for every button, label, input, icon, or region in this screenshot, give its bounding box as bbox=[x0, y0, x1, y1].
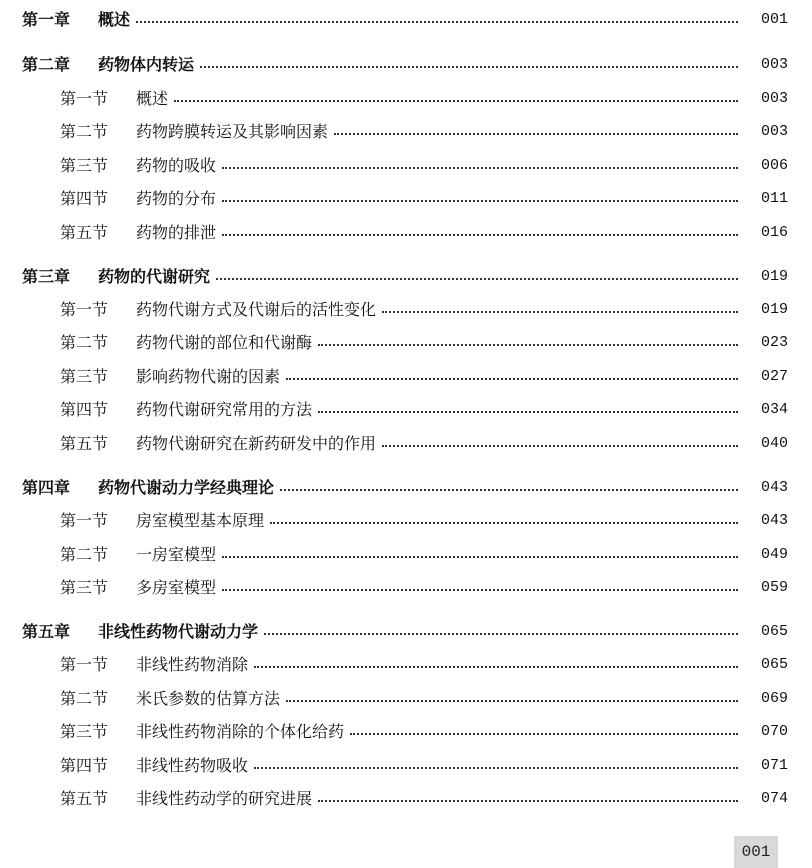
toc-section-row[interactable] bbox=[0, 221, 812, 245]
toc-entry-page: 043 bbox=[760, 512, 788, 529]
dot-leader bbox=[382, 311, 738, 313]
toc-entry-number: 第一节 bbox=[60, 89, 109, 108]
toc-section-row[interactable] bbox=[0, 87, 812, 111]
toc-section-row[interactable] bbox=[0, 365, 812, 389]
toc-entry-number: 第二节 bbox=[60, 545, 109, 564]
toc-chapter-row[interactable] bbox=[0, 53, 812, 77]
dot-leader bbox=[318, 344, 738, 346]
toc-entry-number: 第二章 bbox=[22, 55, 71, 74]
toc-entry-title: 非线性药物消除 bbox=[136, 655, 249, 674]
dot-leader bbox=[216, 278, 738, 280]
toc-entry-page: 003 bbox=[760, 56, 788, 73]
toc-entry-page: 016 bbox=[760, 224, 788, 241]
toc-entry-number: 第一节 bbox=[60, 655, 109, 674]
dot-leader bbox=[280, 489, 738, 491]
dot-leader bbox=[318, 411, 738, 413]
toc-entry-page: 027 bbox=[760, 368, 788, 385]
toc-entry-title: 非线性药物代谢动力学 bbox=[98, 622, 259, 641]
toc-entry-page: 065 bbox=[760, 656, 788, 673]
toc-entry-number: 第一节 bbox=[60, 300, 109, 319]
toc-section-row[interactable] bbox=[0, 120, 812, 144]
toc-entry-title: 药物的排泄 bbox=[136, 223, 217, 242]
toc-entry-number: 第三节 bbox=[60, 367, 109, 386]
page-number: 001 bbox=[734, 836, 778, 868]
toc-entry-page: 019 bbox=[760, 301, 788, 318]
toc-entry-number: 第一章 bbox=[22, 10, 71, 29]
toc-entry-title: 多房室模型 bbox=[136, 578, 217, 597]
toc-entry-page: 043 bbox=[760, 479, 788, 496]
toc-entry-title: 米氏参数的估算方法 bbox=[136, 689, 281, 708]
toc-entry-number: 第五章 bbox=[22, 622, 71, 641]
toc-entry-title: 药物的分布 bbox=[136, 189, 217, 208]
dot-leader bbox=[254, 767, 738, 769]
toc-entry-number: 第二节 bbox=[60, 333, 109, 352]
toc-entry-page: 034 bbox=[760, 401, 788, 418]
toc-chapter-row[interactable] bbox=[0, 620, 812, 644]
dot-leader bbox=[222, 589, 738, 591]
dot-leader bbox=[382, 445, 738, 447]
dot-leader bbox=[270, 522, 738, 524]
dot-leader bbox=[222, 200, 738, 202]
toc-entry-number: 第三节 bbox=[60, 578, 109, 597]
dot-leader bbox=[318, 800, 738, 802]
toc-entry-page: 040 bbox=[760, 435, 788, 452]
dot-leader bbox=[254, 666, 738, 668]
toc-entry-page: 006 bbox=[760, 157, 788, 174]
toc-entry-number: 第四节 bbox=[60, 756, 109, 775]
toc-section-row[interactable] bbox=[0, 653, 812, 677]
toc-section-row[interactable] bbox=[0, 754, 812, 778]
toc-section-row[interactable] bbox=[0, 509, 812, 533]
dot-leader bbox=[222, 234, 738, 236]
toc-entry-page: 069 bbox=[760, 690, 788, 707]
toc-entry-number: 第五节 bbox=[60, 434, 109, 453]
toc-entry-title: 药物的代谢研究 bbox=[98, 267, 211, 286]
toc-entry-title: 药物代谢研究常用的方法 bbox=[136, 400, 313, 419]
toc-section-row[interactable] bbox=[0, 398, 812, 422]
dot-leader bbox=[350, 733, 738, 735]
toc-entry-number: 第四章 bbox=[22, 478, 71, 497]
toc-entry-title: 概述 bbox=[98, 10, 131, 29]
toc-entry-title: 概述 bbox=[136, 89, 169, 108]
toc-entry-page: 003 bbox=[760, 90, 788, 107]
dot-leader bbox=[222, 556, 738, 558]
toc-section-row[interactable] bbox=[0, 154, 812, 178]
toc-entry-number: 第三章 bbox=[22, 267, 71, 286]
toc-section-row[interactable] bbox=[0, 576, 812, 600]
toc-section-row[interactable] bbox=[0, 720, 812, 744]
dot-leader bbox=[200, 66, 738, 68]
toc-entry-number: 第四节 bbox=[60, 189, 109, 208]
toc-section-row[interactable] bbox=[0, 432, 812, 456]
toc-entry-title: 药物的吸收 bbox=[136, 156, 217, 175]
toc-entry-number: 第二节 bbox=[60, 689, 109, 708]
dot-leader bbox=[286, 378, 738, 380]
toc-entry-title: 影响药物代谢的因素 bbox=[136, 367, 281, 386]
toc-entry-number: 第二节 bbox=[60, 122, 109, 141]
toc-entry-number: 第三节 bbox=[60, 156, 109, 175]
toc-section-row[interactable] bbox=[0, 787, 812, 811]
toc-entry-title: 非线性药动学的研究进展 bbox=[136, 789, 313, 808]
toc-entry-title: 药物代谢方式及代谢后的活性变化 bbox=[136, 300, 377, 319]
toc-section-row[interactable] bbox=[0, 298, 812, 322]
toc-section-row[interactable] bbox=[0, 187, 812, 211]
toc-section-row[interactable] bbox=[0, 331, 812, 355]
dot-leader bbox=[264, 633, 738, 635]
toc-entry-page: 011 bbox=[760, 190, 788, 207]
toc-entry-page: 059 bbox=[760, 579, 788, 596]
toc-entry-page: 023 bbox=[760, 334, 788, 351]
toc-entry-page: 070 bbox=[760, 723, 788, 740]
toc-entry-page: 019 bbox=[760, 268, 788, 285]
toc-section-row[interactable] bbox=[0, 687, 812, 711]
toc-entry-page: 071 bbox=[760, 757, 788, 774]
toc-entry-title: 药物跨膜转运及其影响因素 bbox=[136, 122, 329, 141]
dot-leader bbox=[286, 700, 738, 702]
toc-entry-number: 第三节 bbox=[60, 722, 109, 741]
toc-chapter-row[interactable] bbox=[0, 8, 812, 32]
toc-entry-number: 第四节 bbox=[60, 400, 109, 419]
dot-leader bbox=[136, 21, 738, 23]
toc-chapter-row[interactable] bbox=[0, 265, 812, 289]
toc-entry-number: 第五节 bbox=[60, 223, 109, 242]
toc-entry-title: 非线性药物消除的个体化给药 bbox=[136, 722, 345, 741]
toc-entry-title: 非线性药物吸收 bbox=[136, 756, 249, 775]
toc-entry-page: 003 bbox=[760, 123, 788, 140]
dot-leader bbox=[174, 100, 738, 102]
toc-entry-title: 药物代谢的部位和代谢酶 bbox=[136, 333, 313, 352]
toc-entry-page: 065 bbox=[760, 623, 788, 640]
toc-entry-title: 一房室模型 bbox=[136, 545, 217, 564]
dot-leader bbox=[334, 133, 738, 135]
toc-section-row[interactable] bbox=[0, 543, 812, 567]
toc-entry-number: 第一节 bbox=[60, 511, 109, 530]
toc-chapter-row[interactable] bbox=[0, 476, 812, 500]
toc-entry-title: 药物代谢研究在新药研发中的作用 bbox=[136, 434, 377, 453]
toc-entry-title: 药物体内转运 bbox=[98, 55, 195, 74]
toc-entry-number: 第五节 bbox=[60, 789, 109, 808]
dot-leader bbox=[222, 167, 738, 169]
toc-entry-page: 049 bbox=[760, 546, 788, 563]
toc-entry-page: 074 bbox=[760, 790, 788, 807]
toc-entry-page: 001 bbox=[760, 11, 788, 28]
toc-entry-title: 房室模型基本原理 bbox=[136, 511, 265, 530]
toc-entry-title: 药物代谢动力学经典理论 bbox=[98, 478, 275, 497]
